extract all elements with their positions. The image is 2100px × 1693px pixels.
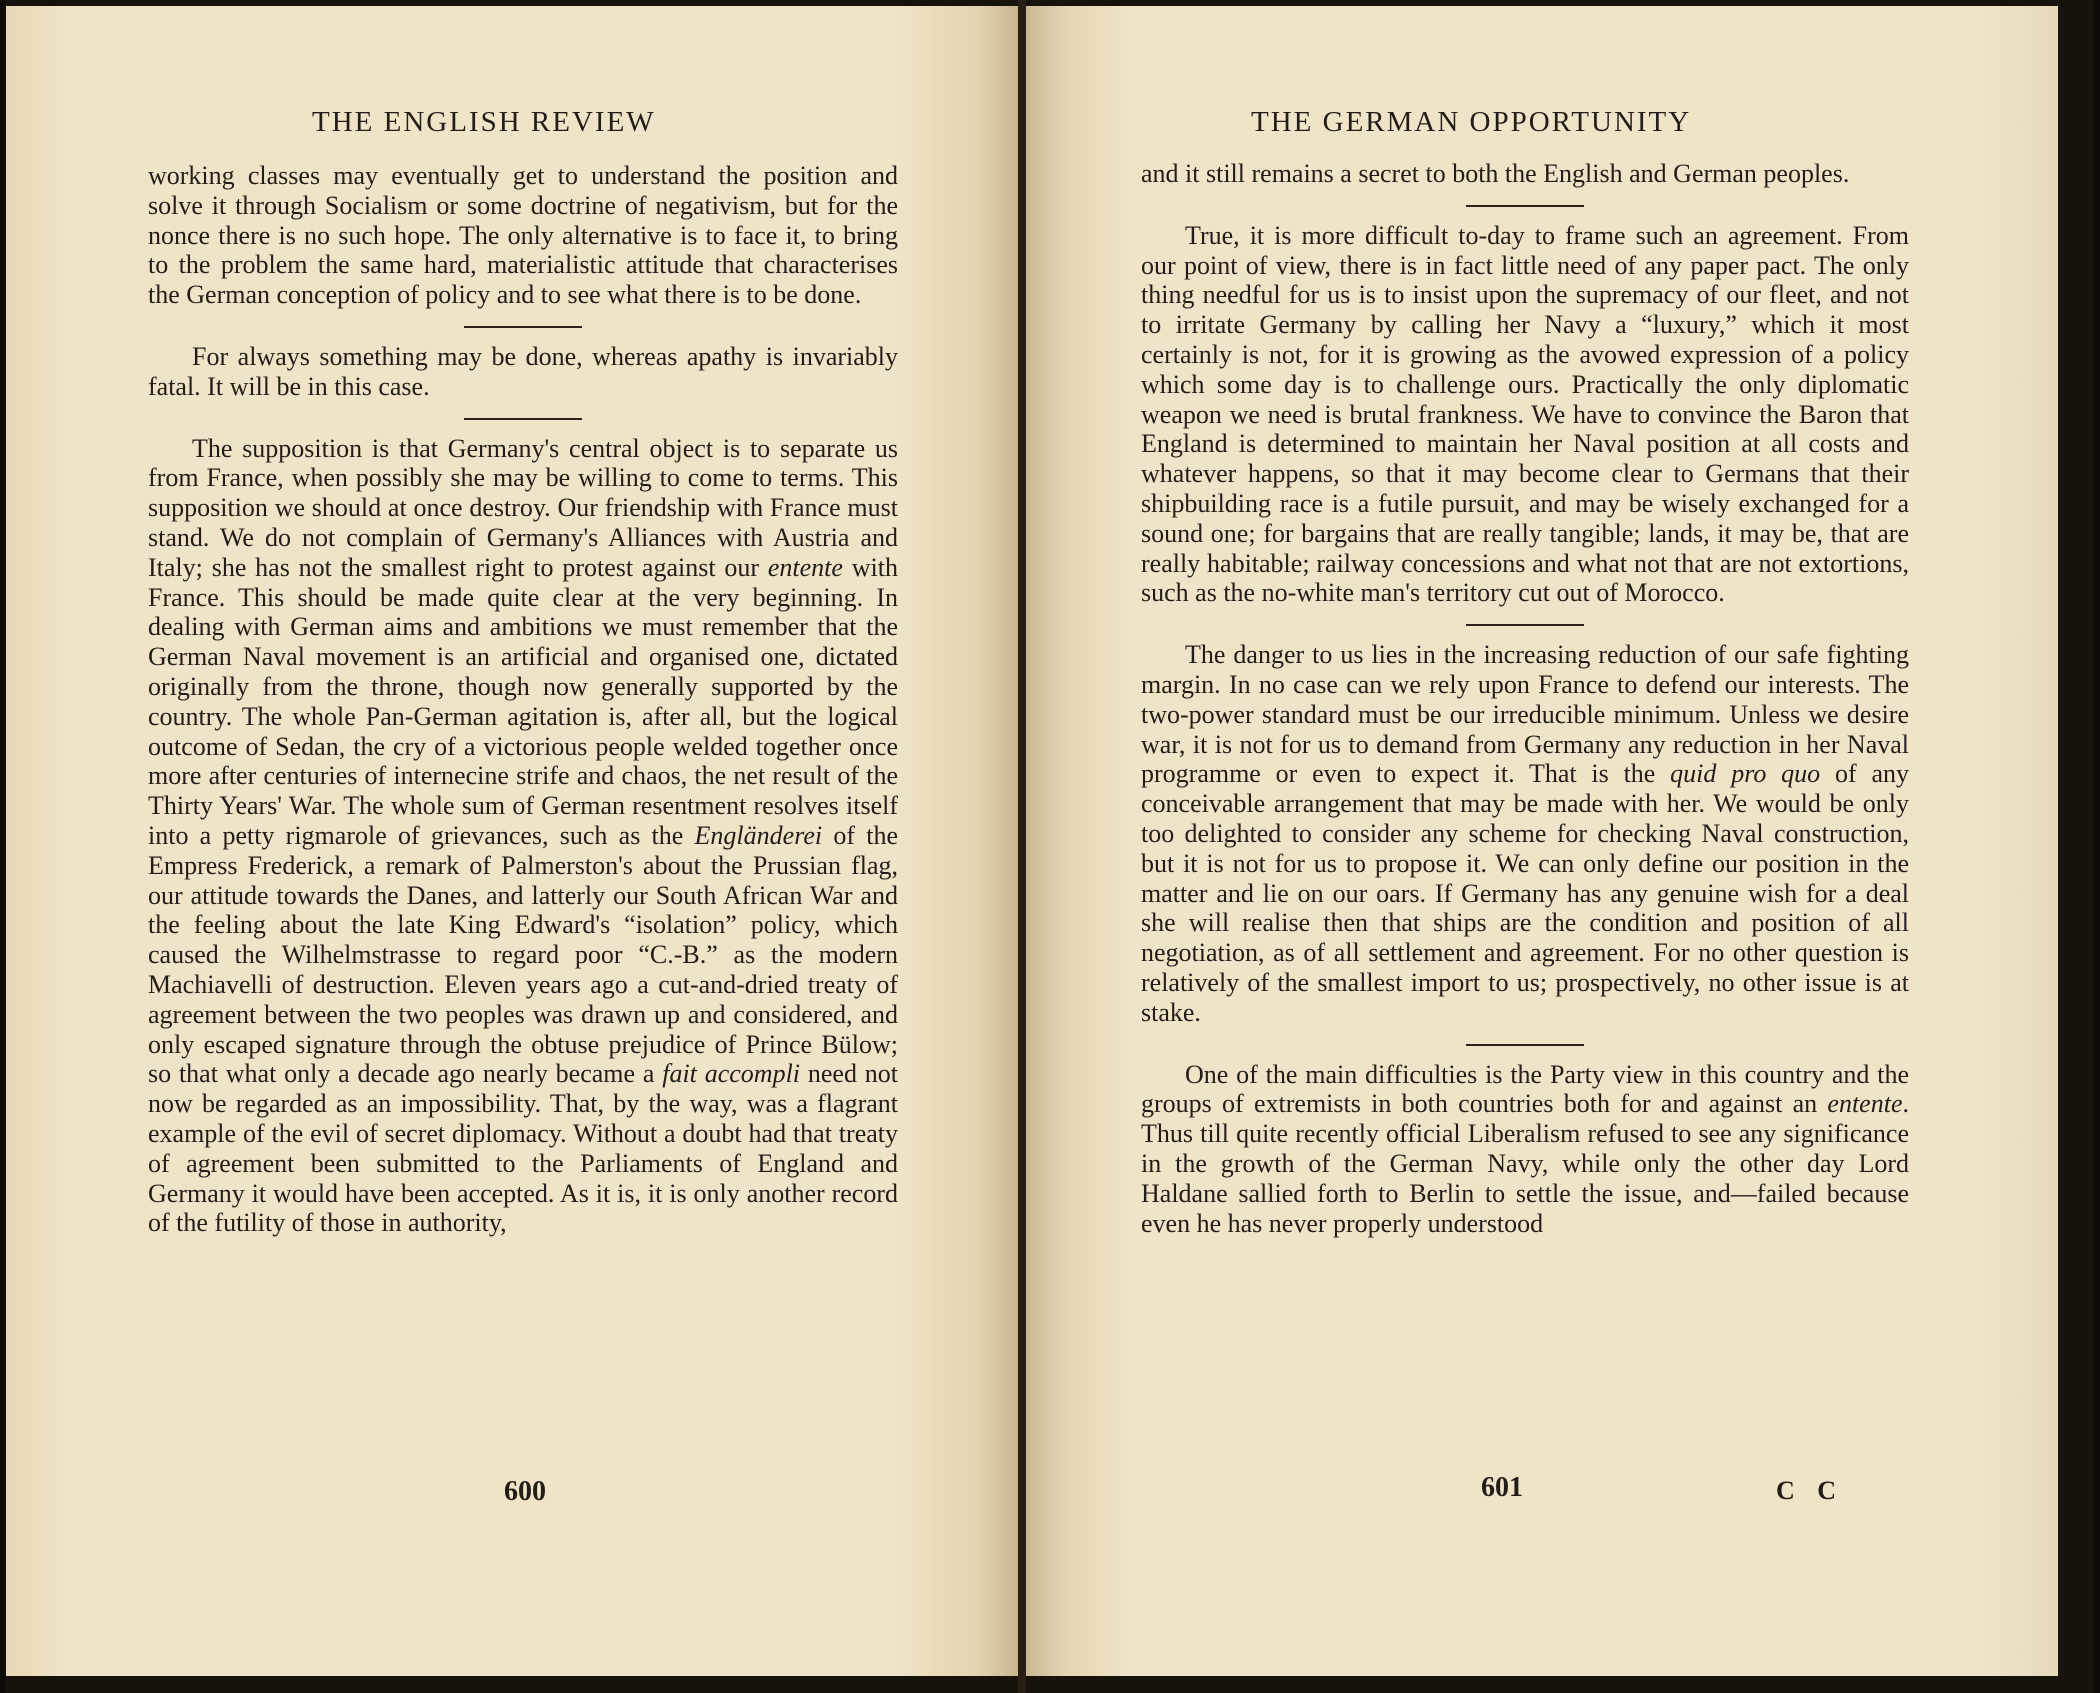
italic-term: fait accompli [662,1059,801,1089]
right-page [1026,6,2058,1676]
section-rule [1466,205,1584,207]
section-rule [464,418,582,420]
italic-term: quid pro quo [1670,759,1821,789]
paragraph [148,434,898,1239]
text-run: of any conceivable arrangement that may be made with her. We would be only too delighted to consider any scheme for checking Naval construction, but it is not for us to propose it. We can only define our position in the matter and lie on our oars. If Germany has any genuine wish for a deal she will realise then that ships are the condition and position of all negotiation, as of all settlement and agreement. For no other question is relatively of the smallest import to us; prospectively, no other issue is at stake. [1141,759,1909,1027]
italic-term: Engländerei [694,820,823,850]
paragraph [1141,1060,1909,1239]
paragraph: and it still remains a secret to both the English and German peoples. [1141,159,1850,188]
text-run: with France. This should be made quite clear at the very beginning. In dealing with German aims and ambitions we must remember that the German Naval movement is an artificial and organised one, dictated originally from the throne, though now generally supported by the country. The whole Pan-German agitation is, after all, but the logical outcome of Sedan, the cry of a victorious people welded together once more after centuries of internecine strife and chaos, the net result of the Thirty Years' War. The whole sum of German resentment resolves itself into a petty rigmarole of grievances, such as the [148,552,899,850]
paragraph: working classes may eventually get to understand the position and solve it through Socialism or some doctrine of negativism, but for the nonce there is no such hope. The only alternative is to face it, to bring to the problem the same hard, materialistic attitude that characterises the German conception of policy and to see what there is to be done. [148,161,898,310]
italic-term: entente [767,552,843,582]
section-rule [1466,624,1584,626]
left-text-column [148,161,898,1238]
text-run: . Thus till quite recently official Liberalism refused to see any significance in the growth of the German Navy, while only the other day Lord Haldane sallied forth to Berlin to settle the issue, and—failed because even he has never properly understood [1141,1089,1909,1238]
running-head-right: THE GERMAN OPPORTUNITY [1251,106,1692,138]
book-edge-right [2094,0,2100,1693]
paragraph [1141,640,1909,1027]
paragraph: For always something may be done, whereas apathy is invariably fatal. It will be in this case. [148,341,898,401]
book-gutter [1018,0,1026,1693]
paragraph: True, it is more difficult to-day to frame such an agreement. From our point of view, there is in fact little need of any paper pact. The only thing needful for us is to insist upon the supremacy of our fleet, and not to irritate Germany by calling her Navy a “luxury,” which it most certainly is not, for it is growing as the avowed expression of a policy which some day is to challenge ours. Practically the only diplomatic weapon we need is brutal frankness. We have to convince the Baron that England is determined to maintain her Naval position at all costs and whatever happens, so that it may become clear to Germans that their shipbuilding race is a futile pursuit, and may be wisely exchanged for a sound one; for bargains that are really tangible; lands, it may be, that are really habitable; railway concessions and what not that are not extortions, such as the no-white man's territory cut out of Morocco. [1141,220,1909,608]
section-rule [464,326,582,328]
section-rule [1466,1044,1584,1046]
right-text-column [1141,159,1909,1238]
text-run: One of the main difficulties is the Party view in this country and the groups of extremists in both countries both for and against an [1141,1059,1909,1119]
text-run: need not now be regarded as an impossibility. That, by the way, was a flagrant example of the evil of secret diplomacy. Without a doubt had that treaty of agreement been submitted to the Parliaments of England and Germany it would have been accepted. As it is, it is only another record of the futility of those in authority, [148,1059,899,1238]
text-run: The supposition is that Germany's central object is to separate us from France, when possibly she may be willing to come to terms. This supposition we should at once destroy. Our friendship with France must stand. We do not complain of Germany's Alliances with Austria and Italy; she has not the smallest right to protest against our [148,433,898,582]
signature-mark: C C [1776,1476,1845,1505]
text-run: The danger to us lies in the increasing reduction of our safe fighting margin. In no case can we rely upon France to defend our interests. The two-power standard must be our irreducible minimum. Unless we desire war, it is not for us to demand from Germany any reduction in her Naval programme or even to expect it. That is the [1141,640,1909,789]
page-number-left: 600 [504,1476,546,1507]
text-run: of the Empress Frederick, a remark of Palmerston's about the Prussian flag, our attitude towards the Danes, and latterly our South African War and the feeling about the late King Edward's “isolation” policy, which caused the Wilhelmstrasse to regard poor “C.-B.” as the modern Machiavelli of destruction. Eleven years ago a cut-and-dried treaty of agreement between the two peoples was drawn up and considered, and only escaped signature through the obtuse prejudice of Prince Bülow; so that what only a decade ago nearly became a [148,820,898,1089]
page-number-right: 601 [1481,1472,1523,1503]
left-page [6,6,1018,1676]
italic-term: entente [1827,1089,1903,1119]
running-head-left: THE ENGLISH REVIEW [312,106,656,138]
